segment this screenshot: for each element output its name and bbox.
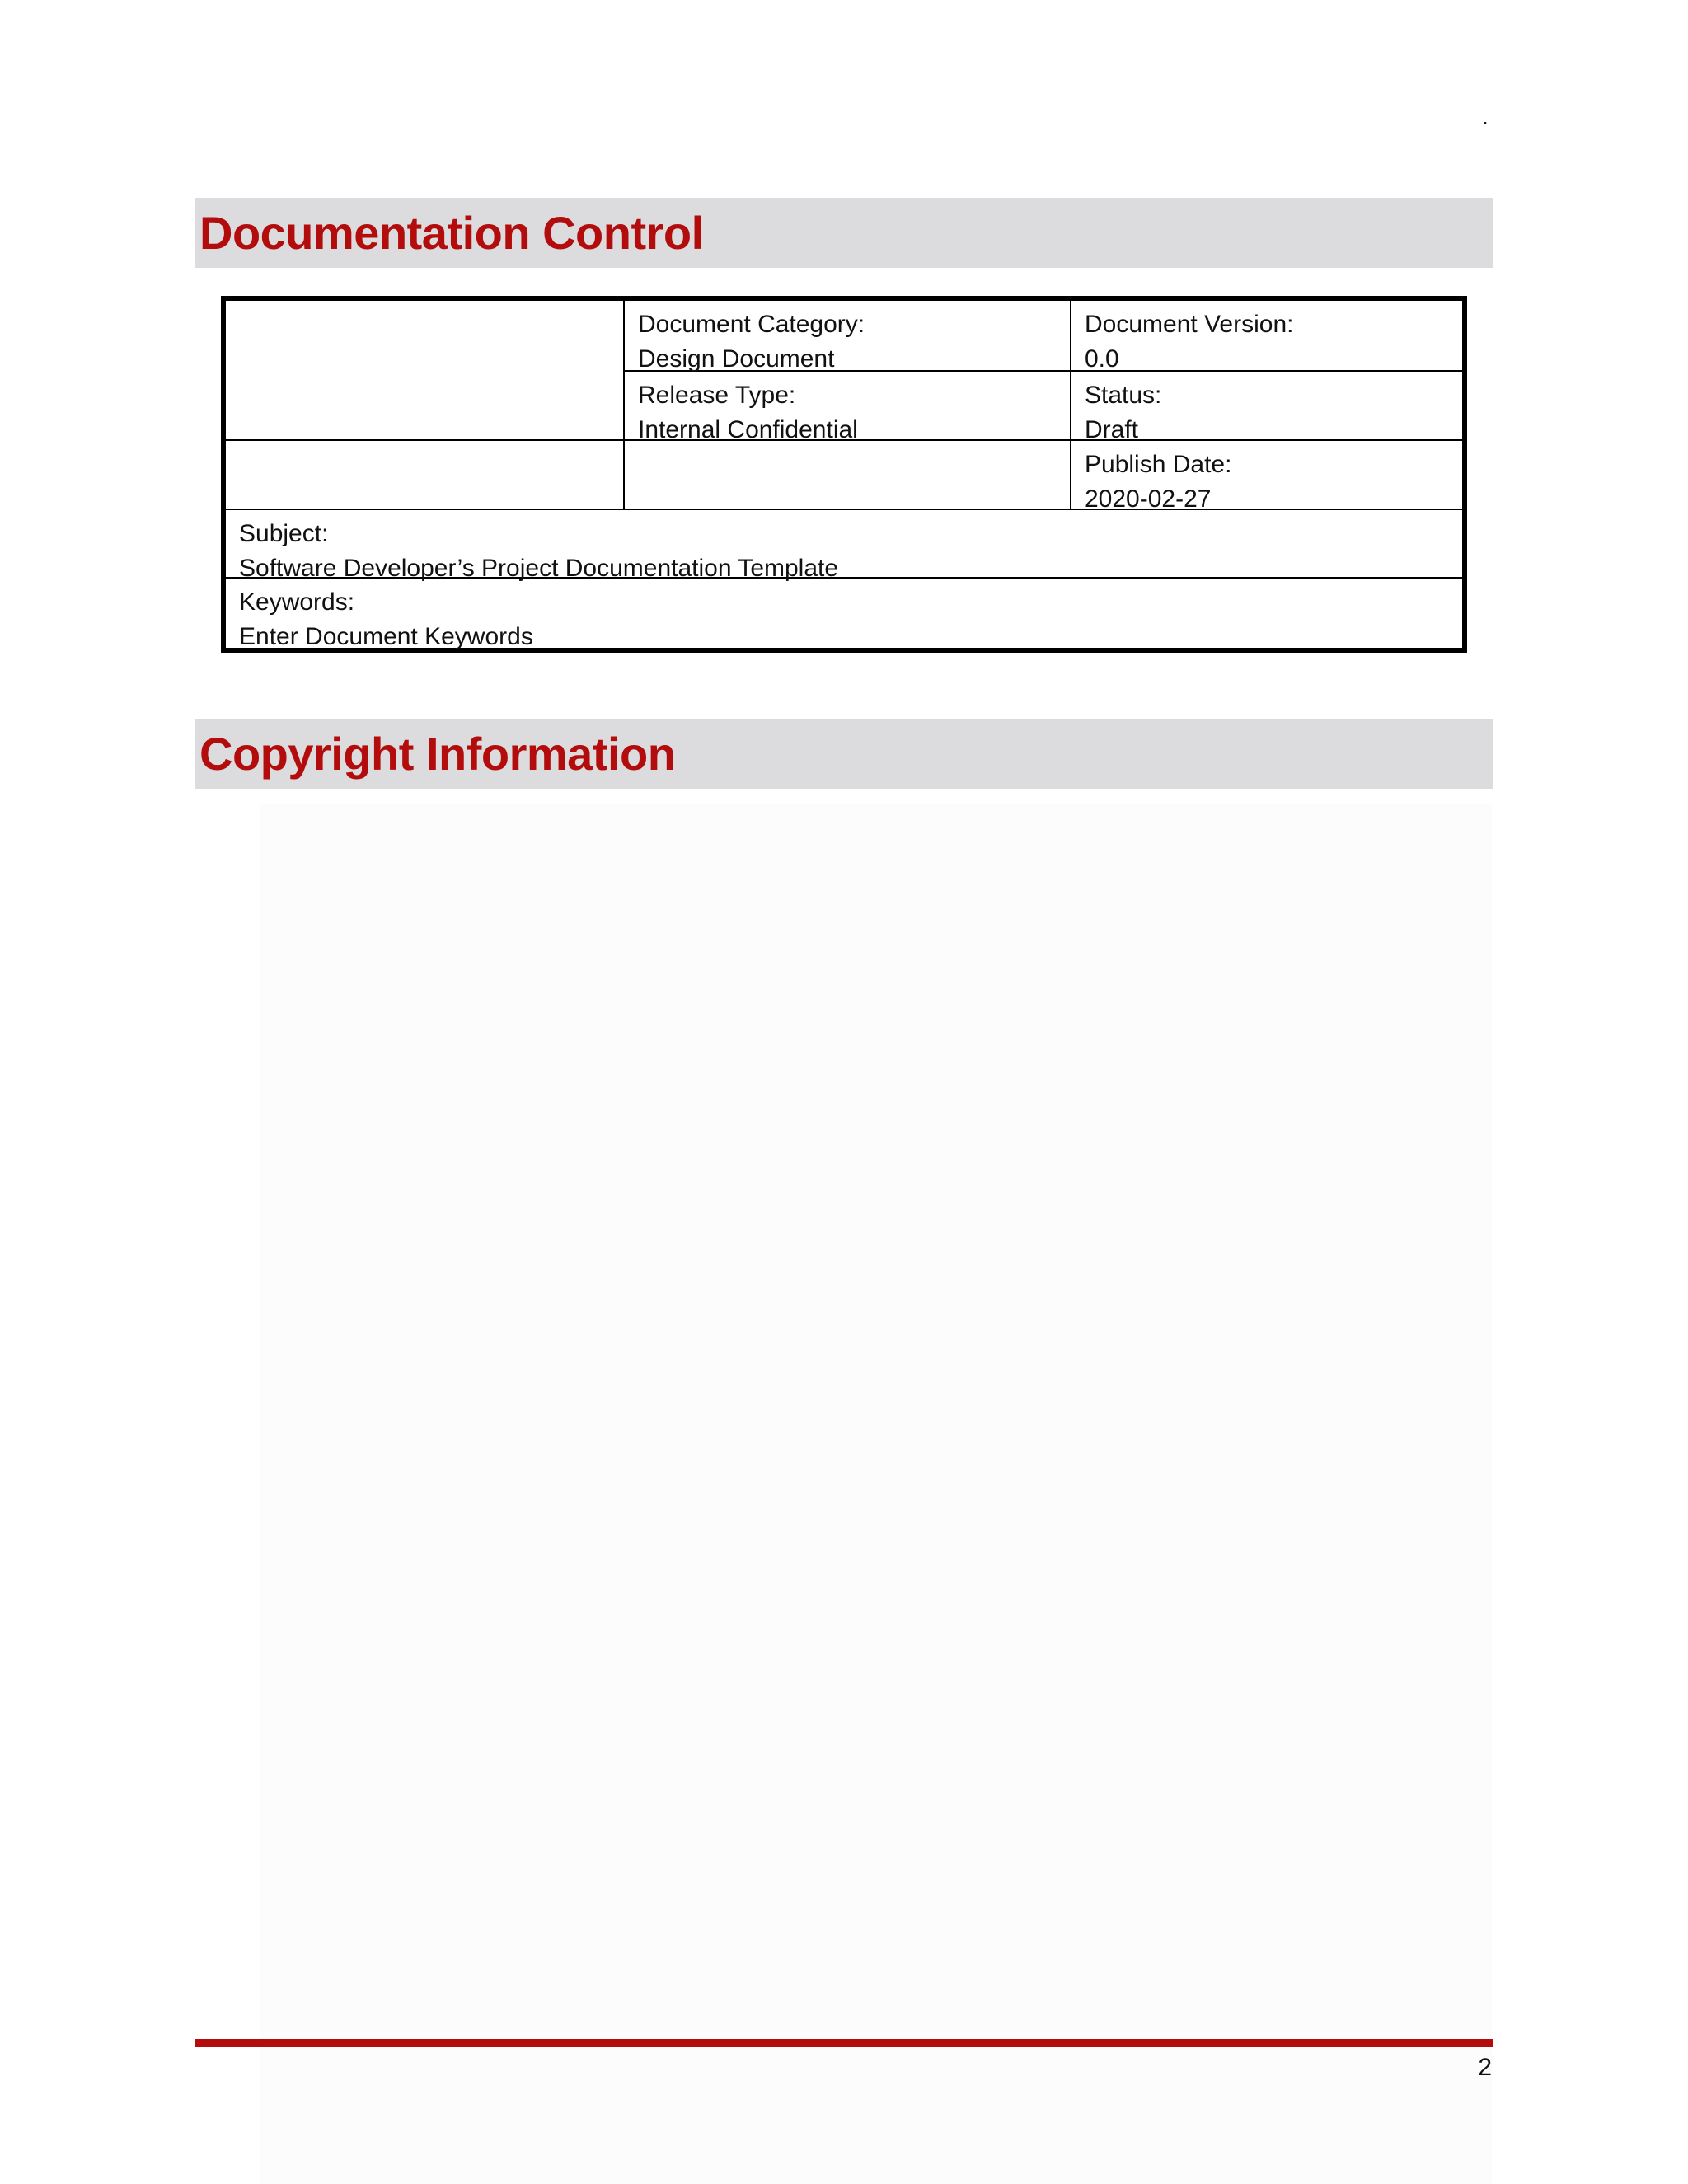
page-number: 2 — [1478, 2054, 1492, 2081]
documentation-control-title: Documentation Control — [199, 207, 704, 259]
header-dot: . — [1482, 104, 1489, 129]
document-category-label: Document Category: — [638, 311, 865, 338]
documentation-control-table — [221, 296, 1467, 653]
page-body-background — [260, 804, 1492, 2184]
release-type-value[interactable]: Internal Confidential — [638, 416, 858, 443]
documentation-control-header — [195, 198, 1493, 268]
subject-cell — [226, 510, 1462, 582]
document-category-cell — [625, 301, 1070, 373]
release-type-label: Release Type: — [638, 382, 796, 409]
status-cell — [1071, 372, 1462, 443]
keywords-value[interactable]: Enter Document Keywords — [239, 623, 533, 650]
keywords-cell — [226, 579, 1462, 648]
status-value[interactable]: Draft — [1085, 416, 1139, 443]
footer-rule — [195, 2039, 1493, 2047]
document-version-label: Document Version: — [1085, 311, 1294, 338]
release-type-cell — [625, 372, 1070, 443]
document-version-cell — [1071, 301, 1462, 373]
keywords-label: Keywords: — [239, 588, 355, 616]
publish-date-value[interactable]: 2020-02-27 — [1085, 485, 1212, 513]
subject-label: Subject: — [239, 520, 329, 547]
status-label: Status: — [1085, 382, 1162, 409]
publish-date-label: Publish Date: — [1085, 451, 1232, 478]
copyright-information-header — [195, 719, 1493, 789]
document-category-value[interactable]: Design Document — [638, 345, 835, 373]
copyright-information-title: Copyright Information — [199, 728, 676, 780]
publish-date-cell — [1071, 441, 1462, 513]
subject-value[interactable]: Software Developer’s Project Documentation Template — [239, 555, 839, 582]
document-version-value[interactable]: 0.0 — [1085, 345, 1119, 373]
